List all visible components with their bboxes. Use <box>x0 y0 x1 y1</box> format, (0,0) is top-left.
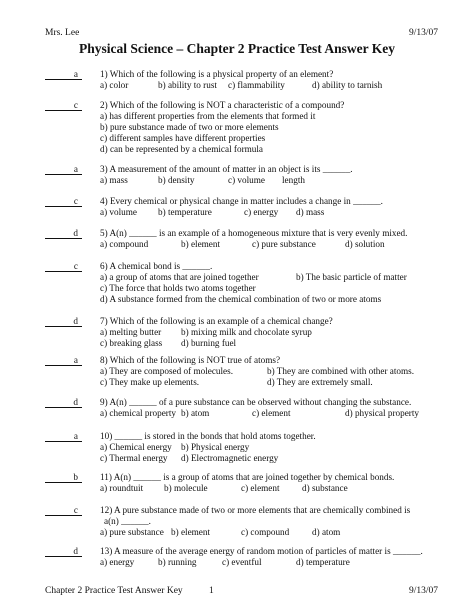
answer-letter: d <box>73 228 78 238</box>
answer-option: d) A substance formed from the chemical combination of two or more atoms <box>100 294 382 304</box>
answer-option: c) element <box>252 408 291 418</box>
answer-letter: d <box>73 316 78 326</box>
answer-letter: a <box>73 355 78 365</box>
answer-option: b) temperature <box>158 207 212 217</box>
answer-option: b) mixing milk and chocolate syrup <box>181 327 312 337</box>
answer-letter: c <box>73 100 78 110</box>
answer-option: a) volume <box>100 207 137 217</box>
question-stem: 1) Which of the following is a physical property of an element? <box>100 69 334 79</box>
answer-option: a) energy <box>100 557 135 567</box>
page-title: Physical Science – Chapter 2 Practice Test Answer Key <box>79 41 395 56</box>
question-stem: 11) A(n) ______ is a group of atoms that are joined together by chemical bonds. <box>100 472 395 482</box>
answer-option: a) compound <box>100 239 149 249</box>
answer-letter: a <box>73 69 78 79</box>
header-teacher-name: Mrs. Lee <box>45 28 80 38</box>
answer-option: a) chemical property <box>100 408 177 418</box>
footer-page-number: 1 <box>209 586 214 596</box>
answer-letter: a <box>73 164 78 174</box>
question-stem: 9) A(n) ______ of a pure substance can be observed without changing the substance. <box>100 397 412 407</box>
answer-option: b) atom <box>181 408 210 418</box>
answer-option: b) Physical energy <box>181 442 250 452</box>
question-stem: 2) Which of the following is NOT a characteristic of a compound? <box>100 100 345 110</box>
answer-option: d) mass <box>296 207 325 217</box>
answer-option: c) eventful <box>222 557 262 567</box>
answer-option: c) energy <box>244 207 279 217</box>
footer-date: 9/13/07 <box>409 586 439 596</box>
answer-option: b) The basic particle of matter <box>296 272 407 282</box>
answer-option: c) volume <box>228 175 265 185</box>
question-stem: 10) ______ is stored in the bonds that hold atoms together. <box>100 431 316 441</box>
answer-option: b) element <box>171 527 211 537</box>
answer-option: a) They are composed of molecules. <box>100 366 233 376</box>
answer-option: b) They are combined with other atoms. <box>267 366 415 376</box>
answer-letter: d <box>73 397 78 407</box>
answer-option: d) can be represented by a chemical formula <box>100 144 263 154</box>
answer-option: c) compound <box>241 527 290 537</box>
answer-option: c) pure substance <box>252 239 316 249</box>
answer-option: d) solution <box>345 239 385 249</box>
answer-option: b) element <box>181 239 221 249</box>
answer-option: d) They are extremely small. <box>267 377 373 387</box>
answer-letter: c <box>73 505 78 515</box>
answer-option: b) pure substance made of two or more elements <box>100 122 279 132</box>
answer-option: c) The force that holds two atoms together <box>100 283 256 293</box>
header-date: 9/13/07 <box>409 28 439 38</box>
answer-option: a) pure substance <box>100 527 164 537</box>
question-stem: 6) A chemical bond is ______. <box>100 261 213 271</box>
answer-option: c) Thermal energy <box>100 453 168 463</box>
answer-option: b) molecule <box>164 483 208 493</box>
question-stem-continued: a(n) ______. <box>104 516 151 526</box>
answer-option: a) roundtuit <box>100 483 144 493</box>
answer-option: a) color <box>100 80 129 90</box>
answer-option: length <box>282 175 305 185</box>
answer-option: d) ability to tarnish <box>312 80 383 90</box>
answer-option: c) element <box>241 483 280 493</box>
question-stem: 4) Every chemical or physical change in matter includes a change in ______. <box>100 196 383 206</box>
answer-option: d) atom <box>312 527 341 537</box>
answer-option: c) They make up elements. <box>100 377 200 387</box>
answer-letter: a <box>73 431 78 441</box>
answer-letter: b <box>73 472 78 482</box>
answer-option: d) physical property <box>345 408 419 418</box>
answer-option: a) Chemical energy <box>100 442 172 452</box>
answer-option: b) density <box>158 175 195 185</box>
question-stem: 8) Which of the following is NOT true of atoms? <box>100 355 281 365</box>
answer-letter: c <box>73 196 78 206</box>
answer-option: d) substance <box>302 483 348 493</box>
question-stem: 13) A measure of the average energy of random motion of particles of matter is ______. <box>100 546 423 556</box>
answer-letter: d <box>73 546 78 556</box>
answer-option: a) a group of atoms that are joined together <box>100 272 259 282</box>
answer-option: c) breaking glass <box>100 338 163 348</box>
footer-title: Chapter 2 Practice Test Answer Key <box>45 586 183 596</box>
answer-option: d) Electromagnetic energy <box>181 453 279 463</box>
answer-option: a) has different properties from the elements that formed it <box>100 111 316 121</box>
answer-option: b) ability to rust <box>158 80 217 90</box>
answer-option: b) running <box>158 557 197 567</box>
answer-option: d) temperature <box>296 557 350 567</box>
answer-option: c) flammability <box>228 80 285 90</box>
question-stem: 7) Which of the following is an example of a chemical change? <box>100 316 333 326</box>
answer-option: a) mass <box>100 175 128 185</box>
question-stem: 5) A(n) ______ is an example of a homogeneous mixture that is very evenly mixed. <box>100 228 408 238</box>
answer-option: c) different samples have different properties <box>100 133 266 143</box>
question-stem: 12) A pure substance made of two or more elements that are chemically combined is <box>100 505 411 515</box>
answer-option: d) burning fuel <box>181 338 237 348</box>
answer-letter: c <box>73 261 78 271</box>
answer-option: a) melting butter <box>100 327 162 337</box>
question-stem: 3) A measurement of the amount of matter in an object is its ______. <box>100 164 353 174</box>
